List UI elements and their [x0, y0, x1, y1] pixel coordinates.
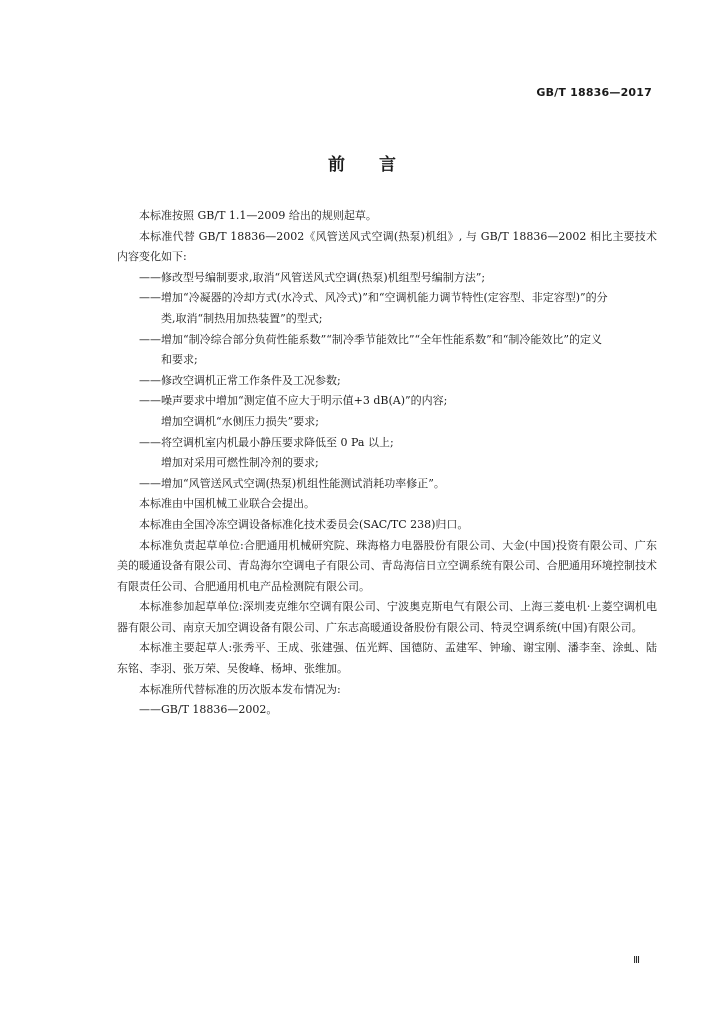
change-item-4: ——修改空调机正常工作条件及工况参数; [139, 373, 341, 387]
page-number: Ⅲ [633, 955, 640, 966]
change-item-5-cont: 增加空调机“水侧压力损失”要求; [161, 414, 319, 428]
change-item-6-cont: 增加对采用可燃性制冷剂的要求; [161, 456, 319, 470]
paragraph-lead-drafters: 本标准负责起草单位:合肥通用机械研究院、珠海格力电器股份有限公司、大金(中国)投资有限公司、广东美的暖通设备有限公司、青岛海尔空调电子有限公司、青岛海信日立空调系统有限公司、合肥通用环境控制技术有限责任公司、合肥通用机电产品检测院有限公司。 [117, 538, 657, 593]
paragraph-history: 本标准所代替标准的历次版本发布情况为: [139, 682, 341, 696]
document-body [117, 206, 657, 721]
change-item-3-line2: 和要求; [161, 353, 198, 367]
change-item-6: ——将空调机室内机最小静压要求降低至 0 Pa 以上; [139, 435, 394, 449]
change-item-1: ——修改型号编制要求,取消“风管送风式空调(热泵)机组型号编制方法”; [139, 270, 486, 284]
paragraph-drafting-rules: 本标准按照 GB/T 1.1—2009 给出的规则起草。 [139, 209, 377, 222]
paragraph-main-drafters: 本标准主要起草人:张秀平、王成、张建强、伍光辉、国德防、孟建军、钟瑜、谢宝刚、潘李奎、涂虬、陆东铭、李羽、张万荣、吴俊峰、杨坤、张维加。 [117, 641, 657, 676]
history-item: ——GB/T 18836—2002。 [139, 703, 278, 717]
change-item-5: ——噪声要求中增加“测定值不应大于明示值+3 dB(A)”的内容; [139, 394, 448, 408]
paragraph-replacement: 本标准代替 GB/T 18836—2002《风管送风式空调(热泵)机组》, 与 GB/T 18836—2002 相比主要技术内容变化如下: [117, 229, 657, 264]
change-item-7: ——增加“风管送风式空调(热泵)机组性能测试消耗功率修正”。 [139, 476, 445, 490]
change-item-2 [117, 288, 657, 329]
change-item-3 [117, 330, 657, 371]
paragraph-participating-drafters: 本标准参加起草单位:深圳麦克维尔空调有限公司、宁波奥克斯电气有限公司、上海三菱电机·上菱空调机电器有限公司、南京天加空调设备有限公司、广东志高暖通设备股份有限公司、特灵空调系统(中国)有限公司。 [117, 600, 657, 634]
change-item-3-line1: ——增加“制冷综合部分负荷性能系数”“制冷季节能效比”“全年性能系数”和“制冷能效比”的定义 [139, 332, 602, 346]
change-item-2-line2: 类,取消“制热用加热装置”的型式; [161, 311, 323, 325]
change-item-2-line1: ——增加“冷凝器的冷却方式(水冷式、风冷式)”和“空调机能力调节特性(定容型、非定容型)”的分 [139, 291, 608, 305]
page-title: 前 言 [328, 155, 396, 175]
standard-code: GB/T 18836—2017 [536, 86, 652, 99]
paragraph-proposer: 本标准由中国机械工业联合会提出。 [139, 497, 315, 511]
paragraph-committee: 本标准由全国冷冻空调设备标准化技术委员会(SAC/TC 238)归口。 [139, 517, 469, 531]
